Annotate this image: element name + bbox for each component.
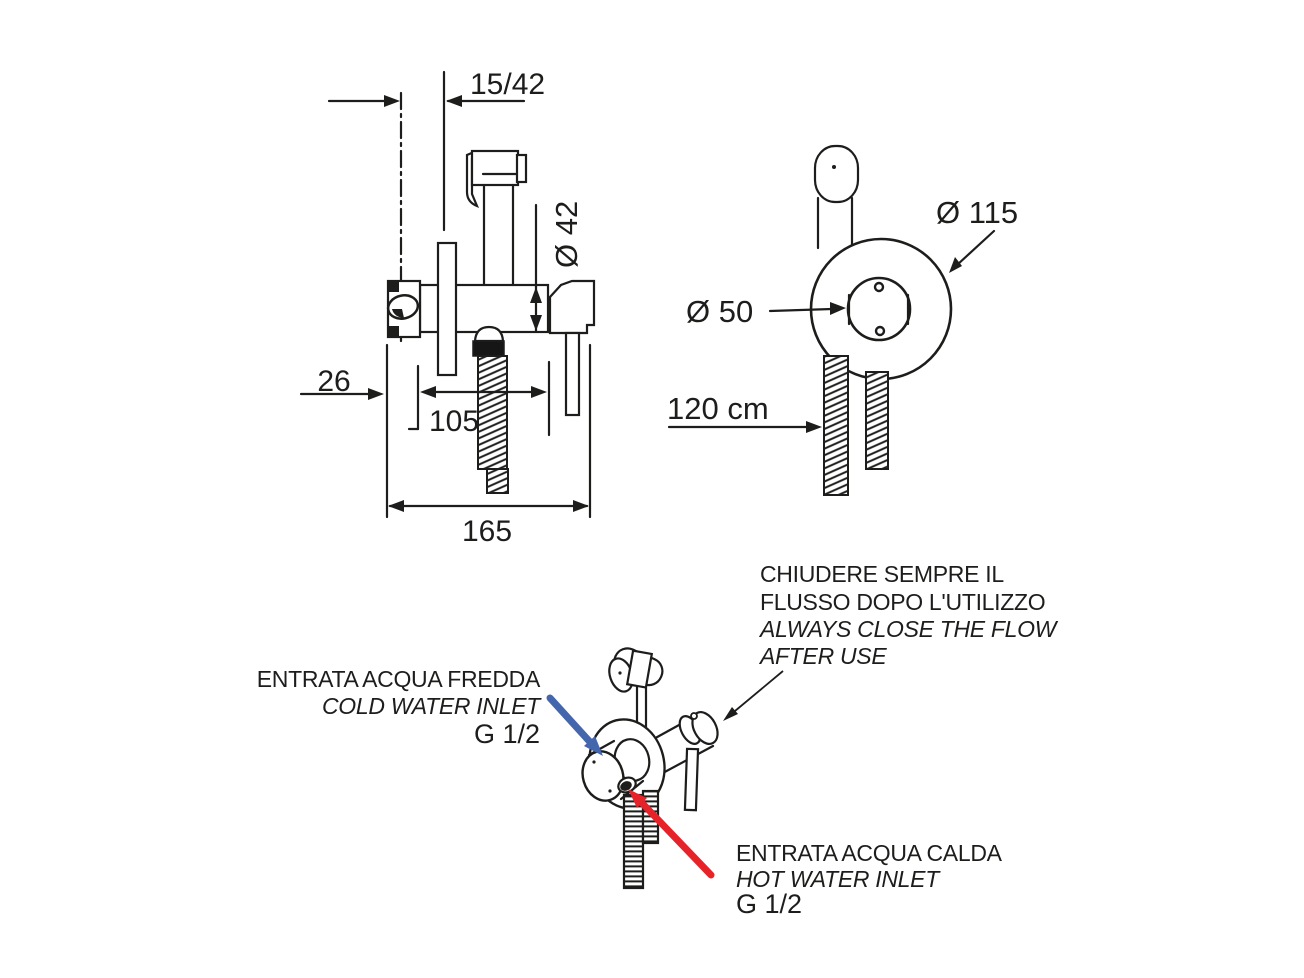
arrowhead-left-icon <box>388 500 404 512</box>
dim-hole-diameter-label: Ø 50 <box>686 294 754 329</box>
lever-bar <box>685 749 698 810</box>
dimension-offset-15-42 <box>444 68 545 230</box>
warning-line-4: AFTER USE <box>760 643 887 669</box>
arrowhead-right-icon <box>531 386 547 398</box>
hand-shower-front <box>815 146 858 248</box>
warning-line-1: CHIUDERE SEMPRE IL <box>760 561 1004 587</box>
hose-nut <box>473 341 504 356</box>
wall-reference-arrow <box>329 95 400 107</box>
hot-water-line-1: ENTRATA ACQUA CALDA <box>736 840 1002 866</box>
dim-depth-label: 26 <box>317 365 351 398</box>
hose-upper-segment <box>478 356 507 469</box>
screw-top <box>875 283 883 291</box>
spray-head-side <box>467 151 526 285</box>
hose-right-front <box>866 372 888 469</box>
spray-head-cap <box>517 155 526 182</box>
outlet-screw <box>691 713 697 719</box>
cold-water-arrow <box>550 698 603 756</box>
dimension-hose-length <box>667 391 822 433</box>
wall-plate-side <box>438 243 456 375</box>
hose-dome <box>475 327 503 341</box>
shower-head-front <box>815 146 858 202</box>
warning-line-2: FLUSSO DOPO L'UTILIZZO <box>760 589 1046 615</box>
holder-hook-bar <box>566 333 579 415</box>
cold-water-line-1: ENTRATA ACQUA FREDDA <box>256 666 540 692</box>
hot-water-note <box>736 840 1003 919</box>
dimension-depth-26 <box>301 365 384 400</box>
cold-water-thread-size: G 1/2 <box>473 719 540 749</box>
cold-water-line-2: COLD WATER INLET <box>322 693 540 719</box>
arrowhead-icon <box>723 707 738 721</box>
hot-water-line-2: HOT WATER INLET <box>736 866 939 892</box>
dim-diameter-label: Ø 42 <box>549 200 584 268</box>
spray-head-body <box>472 151 518 185</box>
knob-dot-1 <box>592 760 595 763</box>
arrowhead-right-icon <box>573 500 589 512</box>
hose-lower-segment <box>487 469 508 493</box>
shower-holder-bracket <box>550 281 594 333</box>
shower-face-dot <box>618 671 621 674</box>
leader-line <box>957 231 994 265</box>
dim-inner-width-label: 105 <box>429 405 480 438</box>
arrowhead-icon <box>446 95 462 107</box>
knob-dot-2 <box>608 789 611 792</box>
dim-total-width-label: 165 <box>461 515 513 548</box>
control-knob-side <box>386 281 420 337</box>
knob-corner-mark-top <box>388 281 399 292</box>
cold-water-note <box>257 666 543 749</box>
dim-offset-label: 15/42 <box>470 68 546 101</box>
hose-left-perspective <box>624 795 643 888</box>
leader-line <box>735 671 783 711</box>
dimension-plate-diameter <box>936 195 1018 273</box>
warning-line-3: ALWAYS CLOSE THE FLOW <box>760 616 1057 642</box>
dim-hose-length-label: 120 cm <box>667 391 769 426</box>
hose-left-front <box>824 356 848 495</box>
dim-plate-diameter-label: Ø 115 <box>936 195 1019 230</box>
cold-arrow-line <box>550 698 590 742</box>
screw-bottom <box>876 327 884 335</box>
warning-leader-arrow <box>723 671 783 721</box>
arrowhead-icon <box>806 421 822 433</box>
front-view <box>667 146 1018 495</box>
shower-head-dot <box>832 165 836 169</box>
hot-water-thread-size: G 1/2 <box>736 889 803 919</box>
knob-corner-mark-bottom <box>388 326 399 337</box>
warning-note <box>758 561 1059 669</box>
arrowhead-icon <box>949 257 962 273</box>
side-view <box>301 68 594 548</box>
wall-reference-arrowhead-icon <box>384 95 400 107</box>
arrowhead-left-icon <box>420 386 436 398</box>
arrowhead-icon <box>368 388 384 400</box>
